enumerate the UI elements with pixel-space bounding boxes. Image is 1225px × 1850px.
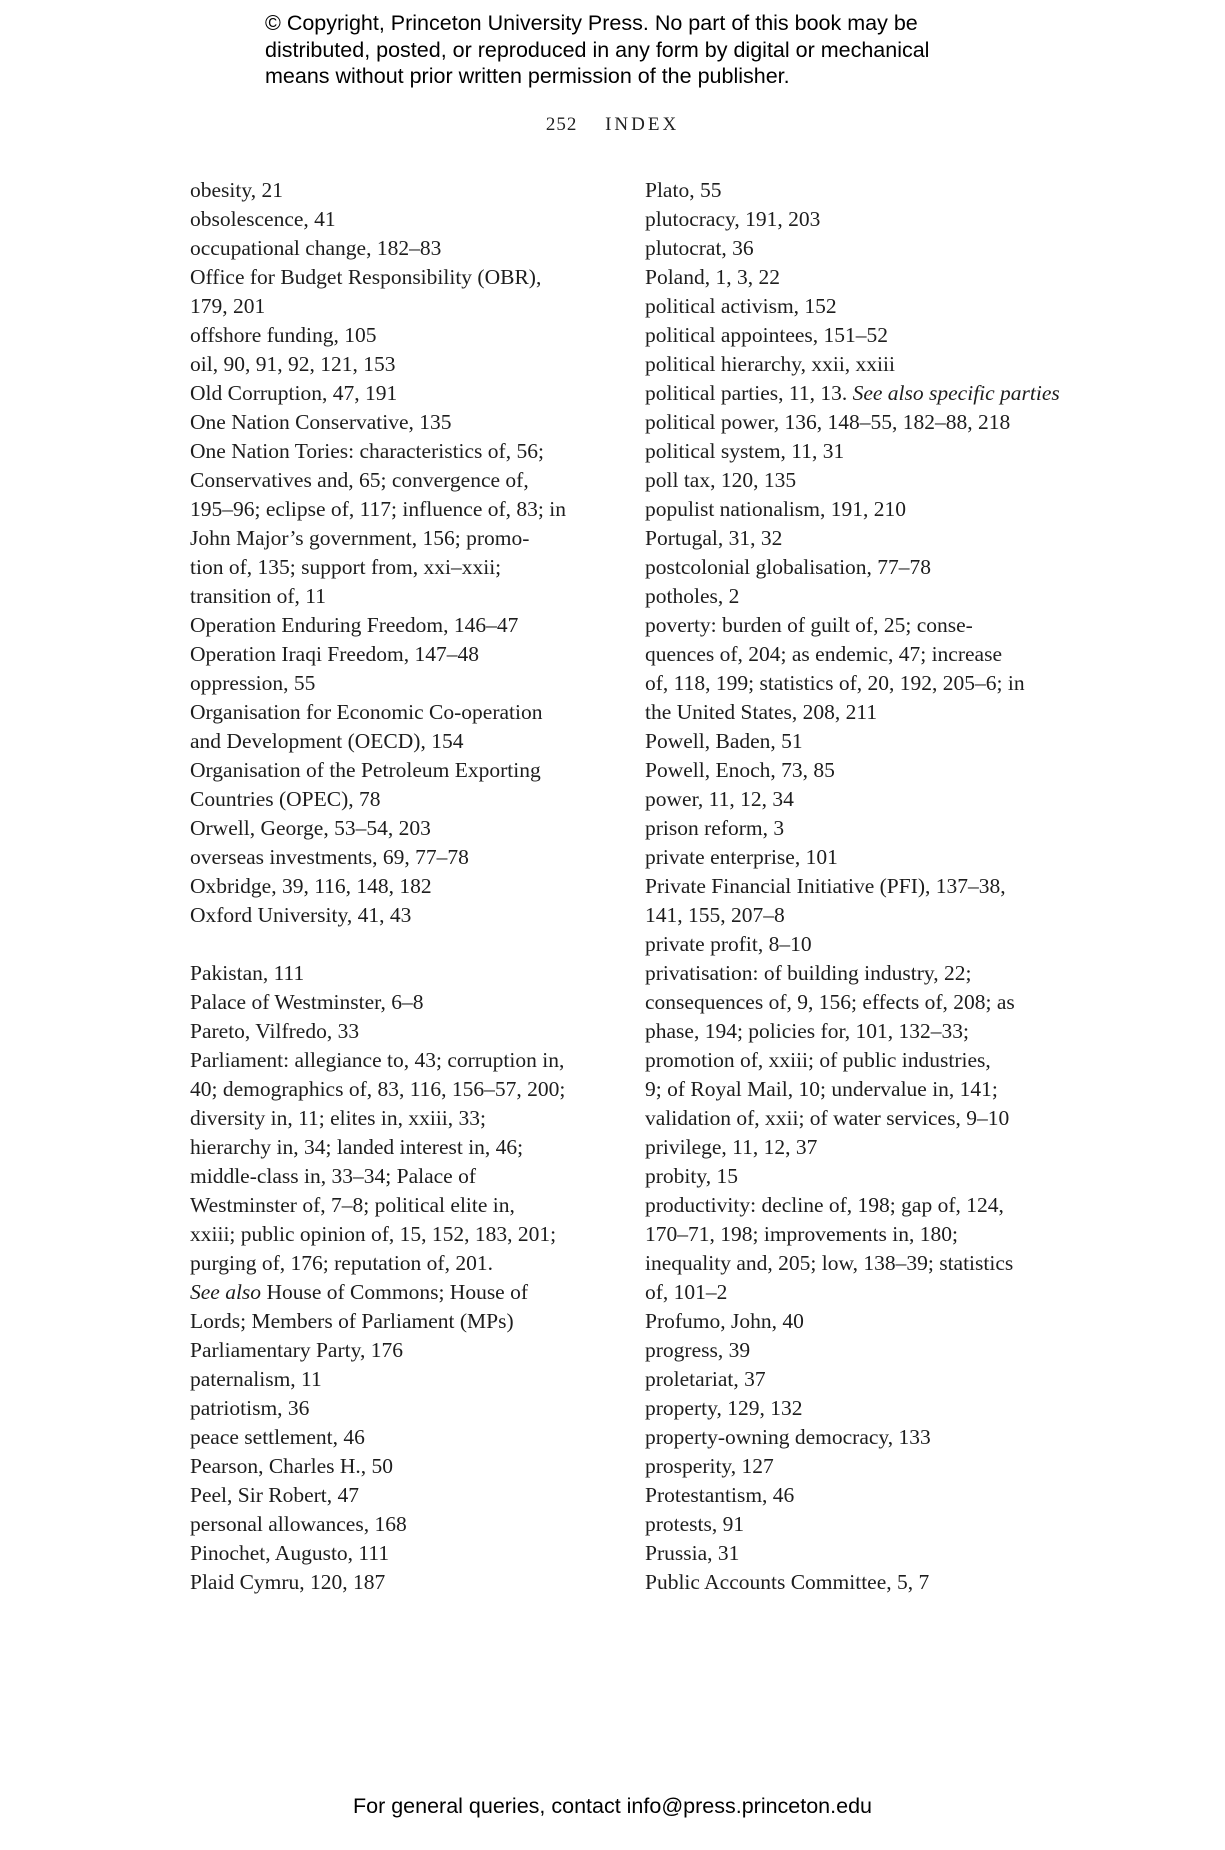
index-entry — [190, 640, 610, 669]
index-entry — [190, 814, 610, 843]
index-entry-heading: proletariat, 37 — [645, 1367, 766, 1391]
index-entry — [645, 814, 1065, 843]
index-entry-heading: plutocracy, 191, 203 — [645, 207, 821, 231]
index-entry-heading: obsolescence, 41 — [190, 207, 336, 231]
index-entry — [190, 1510, 610, 1539]
index-entry — [190, 1046, 610, 1336]
index-entry — [190, 959, 610, 988]
index-entry — [645, 466, 1065, 495]
index-entry — [190, 408, 610, 437]
index-entry-heading: Old Corruption, 47, 191 — [190, 381, 398, 405]
index-entry — [190, 1394, 610, 1423]
index-entry-heading: Plaid Cymru, 120, 187 — [190, 1570, 386, 1594]
index-entry-continuation: quences of, 204; as endemic, 47; increase — [645, 642, 1003, 666]
index-entry — [645, 756, 1065, 785]
index-entry — [190, 1365, 610, 1394]
index-entry-heading: Poland, 1, 3, 22 — [645, 265, 780, 289]
index-entry-heading: peace settlement, 46 — [190, 1425, 365, 1449]
copyright-line: © Copyright, Princeton University Press. No part of this book may be — [265, 11, 918, 35]
index-entry-heading: political appointees, 151–52 — [645, 323, 889, 347]
index-entry-heading: progress, 39 — [645, 1338, 751, 1362]
index-entry — [190, 437, 610, 611]
index-entry-heading: oppression, 55 — [190, 671, 316, 695]
index-entry — [190, 698, 610, 756]
index-entry — [190, 843, 610, 872]
index-entry — [645, 1481, 1065, 1510]
index-entry-continuation: and Development (OECD), 154 — [190, 729, 464, 753]
index-entry-heading: Organisation of the Petroleum Exporting — [190, 758, 541, 782]
index-entry-heading: Peel, Sir Robert, 47 — [190, 1483, 359, 1507]
index-entry — [190, 611, 610, 640]
index-entry — [190, 321, 610, 350]
index-entry — [190, 1423, 610, 1452]
index-entry — [190, 1017, 610, 1046]
index-entry-heading: Powell, Baden, 51 — [645, 729, 803, 753]
index-entry — [645, 872, 1065, 930]
index-entry-heading: political parties, 11, 13. See also specific parties — [645, 381, 1060, 405]
index-column-right — [645, 176, 1065, 1597]
index-entry-heading: populist nationalism, 191, 210 — [645, 497, 906, 521]
index-entry — [645, 843, 1065, 872]
index-entry-heading: privatisation: of building industry, 22; — [645, 961, 972, 985]
index-entry — [645, 727, 1065, 756]
index-entry-heading: private enterprise, 101 — [645, 845, 838, 869]
index-entry-heading: productivity: decline of, 198; gap of, 124, — [645, 1193, 1004, 1217]
index-entry-continuation: purging of, 176; reputation of, 201. — [190, 1251, 493, 1275]
index-entry-heading: prosperity, 127 — [645, 1454, 774, 1478]
index-entry-continuation: tion of, 135; support from, xxi–xxii; — [190, 555, 502, 579]
index-entry-heading: oil, 90, 91, 92, 121, 153 — [190, 352, 396, 376]
index-entry-continuation: John Major’s government, 156; promo- — [190, 526, 530, 550]
index-entry — [645, 524, 1065, 553]
index-entry-continuation: transition of, 11 — [190, 584, 326, 608]
index-entry-heading: Palace of Westminster, 6–8 — [190, 990, 424, 1014]
index-entry-continuation: consequences of, 9, 156; effects of, 208; as — [645, 990, 1015, 1014]
index-entry-heading: overseas investments, 69, 77–78 — [190, 845, 469, 869]
index-entry — [645, 263, 1065, 292]
index-entry — [645, 582, 1065, 611]
index-column-left — [190, 176, 610, 1597]
index-entry-heading: property-owning democracy, 133 — [645, 1425, 931, 1449]
index-entry-heading: power, 11, 12, 34 — [645, 787, 794, 811]
index-entry — [645, 785, 1065, 814]
index-entry-heading: political system, 11, 31 — [645, 439, 845, 463]
index-entry-continuation: of, 101–2 — [645, 1280, 728, 1304]
index-entry-heading: protests, 91 — [645, 1512, 745, 1536]
index-entry-heading: Pearson, Charles H., 50 — [190, 1454, 394, 1478]
index-entry — [190, 988, 610, 1017]
index-entry-heading: political activism, 152 — [645, 294, 837, 318]
copyright-line: means without prior written permission of the publisher. — [265, 64, 790, 88]
index-entry-heading: paternalism, 11 — [190, 1367, 322, 1391]
index-entry — [645, 321, 1065, 350]
index-entry — [190, 901, 610, 930]
index-entry — [645, 205, 1065, 234]
index-entry-heading: personal allowances, 168 — [190, 1512, 407, 1536]
index-entry-heading: Prussia, 31 — [645, 1541, 740, 1565]
index-entry-heading: plutocrat, 36 — [645, 236, 754, 260]
index-entry-heading: Orwell, George, 53–54, 203 — [190, 816, 431, 840]
index-entry — [645, 379, 1065, 408]
index-entry-heading: Pareto, Vilfredo, 33 — [190, 1019, 360, 1043]
index-entry-continuation: Conservatives and, 65; convergence of, — [190, 468, 529, 492]
index-entry-heading: occupational change, 182–83 — [190, 236, 442, 260]
index-entry-heading: Parliament: allegiance to, 43; corruption in, — [190, 1048, 565, 1072]
index-entry-heading: poverty: burden of guilt of, 25; conse- — [645, 613, 973, 637]
index-entry-heading: poll tax, 120, 135 — [645, 468, 797, 492]
index-entry — [645, 1162, 1065, 1191]
index-entry-heading: Operation Iraqi Freedom, 147–48 — [190, 642, 479, 666]
page-number: 252 — [545, 114, 578, 135]
footer-contact: For general queries, contact info@press.princeton.edu — [352, 1794, 872, 1818]
index-entry-heading: Organisation for Economic Co-operation — [190, 700, 543, 724]
index-entry-continuation: validation of, xxii; of water services, 9–10 — [645, 1106, 1010, 1130]
index-entry — [645, 930, 1065, 959]
index-entry — [645, 350, 1065, 379]
section-gap — [190, 930, 610, 959]
index-entry — [645, 1133, 1065, 1162]
index-entry-continuation: diversity in, 11; elites in, xxiii, 33; — [190, 1106, 487, 1130]
index-entry-heading: prison reform, 3 — [645, 816, 785, 840]
index-entry-continuation: inequality and, 205; low, 138–39; statistics — [645, 1251, 1014, 1275]
index-entry — [645, 408, 1065, 437]
index-entry-heading: Parliamentary Party, 176 — [190, 1338, 403, 1362]
index-entry — [645, 495, 1065, 524]
index-entry-heading: Office for Budget Responsibility (OBR), — [190, 265, 542, 289]
index-entry — [645, 1568, 1065, 1597]
index-entry-continuation: 179, 201 — [190, 294, 266, 318]
copyright-line: distributed, posted, or reproduced in any form by digital or mechanical — [265, 37, 930, 62]
index-entry-heading: property, 129, 132 — [645, 1396, 803, 1420]
index-entry-continuation: hierarchy in, 34; landed interest in, 46; — [190, 1135, 524, 1159]
index-entry-continuation: 141, 155, 207–8 — [645, 903, 785, 927]
index-entry-heading: political hierarchy, xxii, xxiii — [645, 352, 895, 376]
index-entry — [645, 176, 1065, 205]
index-entry-continuation: of, 118, 199; statistics of, 20, 192, 205–6; in — [645, 671, 1025, 695]
copyright-notice — [265, 10, 1005, 90]
index-entry-continuation: Lords; Members of Parliament (MPs) — [190, 1309, 514, 1333]
index-entry-continuation: 195–96; eclipse of, 117; influence of, 83; in — [190, 497, 566, 521]
index-entry — [190, 379, 610, 408]
running-head — [0, 114, 1225, 136]
index-entry-heading: Profumo, John, 40 — [645, 1309, 804, 1333]
index-entry-heading: private profit, 8–10 — [645, 932, 812, 956]
index-entry-continuation: 9; of Royal Mail, 10; undervalue in, 141; — [645, 1077, 998, 1101]
index-entry — [645, 611, 1065, 727]
index-entry-continuation: the United States, 208, 211 — [645, 700, 878, 724]
index-entry — [190, 205, 610, 234]
index-entry — [645, 292, 1065, 321]
index-entry — [190, 176, 610, 205]
index-entry — [190, 1539, 610, 1568]
index-entry-heading: Oxbridge, 39, 116, 148, 182 — [190, 874, 432, 898]
index-entry-heading: Operation Enduring Freedom, 146–47 — [190, 613, 519, 637]
index-entry-heading: One Nation Tories: characteristics of, 56; — [190, 439, 544, 463]
index-entry-continuation: promotion of, xxiii; of public industries, — [645, 1048, 991, 1072]
index-entry-heading: obesity, 21 — [190, 178, 283, 202]
index-entry-heading: potholes, 2 — [645, 584, 740, 608]
index-entry-continuation: See also House of Commons; House of — [190, 1280, 529, 1304]
index-entry-continuation: phase, 194; policies for, 101, 132–33; — [645, 1019, 969, 1043]
section-title: INDEX — [605, 114, 680, 135]
index-entry — [645, 1452, 1065, 1481]
index-entry-heading: Oxford University, 41, 43 — [190, 903, 412, 927]
index-entry — [645, 1510, 1065, 1539]
index-entry — [645, 1394, 1065, 1423]
index-entry — [190, 756, 610, 814]
index-entry — [645, 437, 1065, 466]
index-entry-heading: Pinochet, Augusto, 111 — [190, 1541, 390, 1565]
index-entry — [645, 1423, 1065, 1452]
index-entry — [645, 1336, 1065, 1365]
index-entry — [190, 1481, 610, 1510]
index-entry-heading: Pakistan, 111 — [190, 961, 305, 985]
index-entry — [645, 553, 1065, 582]
index-entry — [190, 669, 610, 698]
index-entry — [190, 1568, 610, 1597]
index-entry-heading: offshore funding, 105 — [190, 323, 377, 347]
index-entry-heading: Portugal, 31, 32 — [645, 526, 783, 550]
index-entry — [190, 1452, 610, 1481]
index-entry-heading: Plato, 55 — [645, 178, 722, 202]
index-entry — [190, 872, 610, 901]
index-entry — [190, 350, 610, 379]
index-entry-heading: Public Accounts Committee, 5, 7 — [645, 1570, 930, 1594]
index-entry-continuation: xxiii; public opinion of, 15, 152, 183, 201; — [190, 1222, 557, 1246]
index-entry — [645, 1307, 1065, 1336]
index-entry-heading: privilege, 11, 12, 37 — [645, 1135, 818, 1159]
index-entry — [645, 1539, 1065, 1568]
index-entry-continuation: 170–71, 198; improvements in, 180; — [645, 1222, 958, 1246]
index-entry-continuation: Countries (OPEC), 78 — [190, 787, 381, 811]
index-entry-continuation: 40; demographics of, 83, 116, 156–57, 200; — [190, 1077, 566, 1101]
index-entry-heading: Protestantism, 46 — [645, 1483, 795, 1507]
index-entry-heading: One Nation Conservative, 135 — [190, 410, 452, 434]
index-entry — [190, 263, 610, 321]
index-entry-continuation: middle-class in, 33–34; Palace of — [190, 1164, 476, 1188]
index-entry-heading: patriotism, 36 — [190, 1396, 310, 1420]
index-entry — [645, 234, 1065, 263]
index-entry-heading: probity, 15 — [645, 1164, 738, 1188]
index-entry-heading: postcolonial globalisation, 77–78 — [645, 555, 932, 579]
index-entry — [645, 959, 1065, 1133]
index-entry — [190, 234, 610, 263]
index-entry-heading: Powell, Enoch, 73, 85 — [645, 758, 835, 782]
index-entry — [645, 1365, 1065, 1394]
index-entry-continuation: Westminster of, 7–8; political elite in, — [190, 1193, 515, 1217]
index-entry — [645, 1191, 1065, 1307]
index-entry — [190, 1336, 610, 1365]
index-entry-heading: political power, 136, 148–55, 182–88, 218 — [645, 410, 1011, 434]
index-entry-heading: Private Financial Initiative (PFI), 137–38, — [645, 874, 1006, 898]
